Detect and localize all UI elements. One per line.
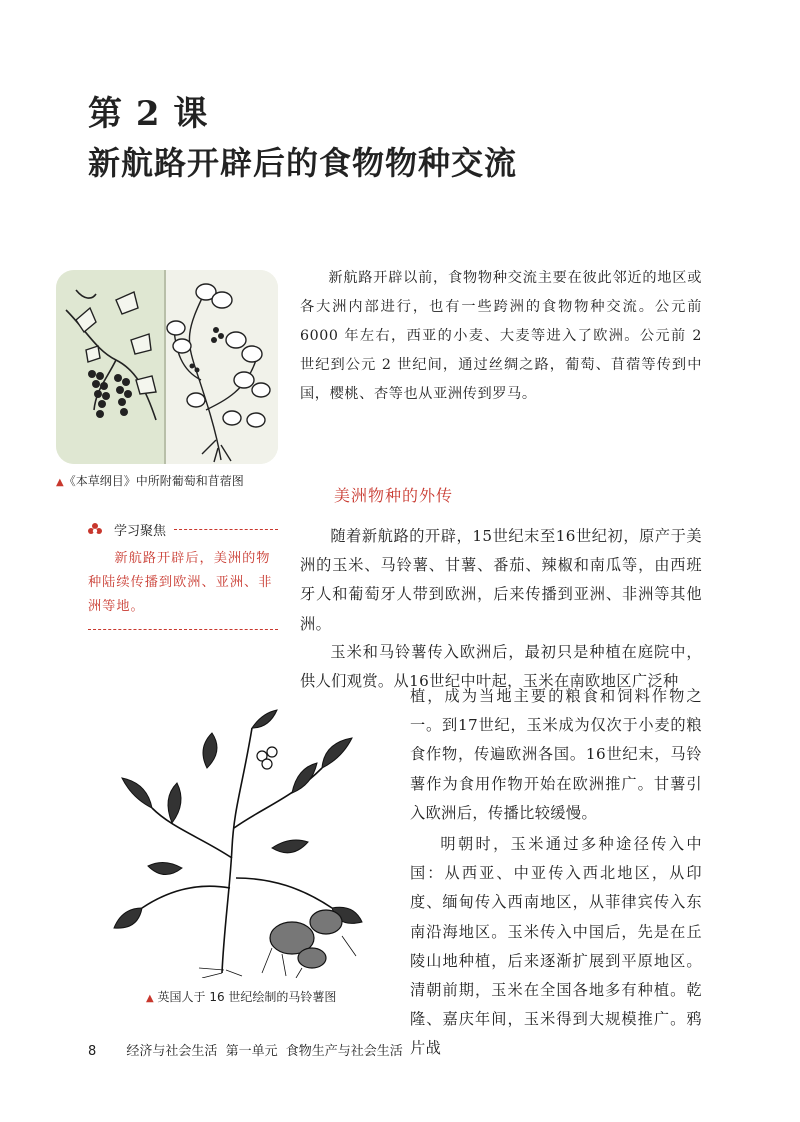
lesson-number: 第 2 课 bbox=[88, 94, 209, 134]
focus-text: 新航路开辟后，美洲的物种陆续传播到欧洲、亚洲、非洲等地。 bbox=[88, 547, 278, 630]
focus-heading: 学习聚焦 bbox=[114, 524, 167, 539]
lesson-title: 新航路开辟后的食物物种交流 bbox=[88, 144, 518, 182]
page-footer bbox=[88, 1040, 403, 1059]
page-number: 8 bbox=[88, 1044, 97, 1059]
book-title: 经济与社会生活 bbox=[126, 1044, 218, 1059]
focus-divider bbox=[174, 529, 278, 530]
paragraph-1: 随着新航路的开辟，15世纪末至16世纪初，原产于美洲的玉米、马铃薯、甘薯、番茄、辣椒和南瓜等，由西班牙人和葡萄牙人带到欧洲，后来传播到亚洲、非洲等其他洲。 bbox=[300, 527, 702, 633]
caption-marker-icon: ▲ bbox=[56, 477, 64, 488]
caption-marker-icon: ▲ bbox=[146, 993, 154, 1004]
paragraph-2-top: 玉米和马铃薯传入欧洲后，最初只是种植在庭院中，供人们观赏。从16世纪中叶起，玉米在南欧地区广泛种 bbox=[300, 643, 702, 691]
grape-alfalfa-illustration bbox=[56, 270, 278, 464]
section-heading: 美洲物种的外传 bbox=[334, 486, 454, 505]
unit-title: 食物生产与社会生活 bbox=[285, 1044, 403, 1059]
intro-paragraph: 新航路开辟以前，食物物种交流主要在彼此邻近的地区或各大洲内部进行，也有一些跨洲的食物物种交流。公元前 6000 年左右，西亚的小麦、大麦等进入了欧洲。公元前 2 世纪到公元 2 世纪间，通过丝绸之路，葡萄、苜蓿等传到中国，樱桃、杏等也从亚洲传到罗马。 bbox=[300, 270, 702, 402]
figure1-caption: ▲《本草纲目》中所附葡萄和苜蓿图 bbox=[56, 474, 244, 488]
paragraph-2-rest: 植，成为当地主要的粮食和饲料作物之一。到17世纪，玉米成为仅次于小麦的粮食作物，传遍欧洲各国。16世纪末，马铃薯作为食用作物开始在欧洲推广。甘薯引入欧洲后，传播比较缓慢。 bbox=[410, 687, 702, 822]
paragraph-3: 明朝时，玉米通过多种途径传入中国：从西亚、中亚传入西北地区，从印度、缅甸传入西南地区，从菲律宾传入东南沿海地区。玉米传入中国后，先是在丘陵山地种植，后来逐渐扩展到平原地区。清朝前期，玉米在全国各地多有种植。乾隆、嘉庆年间，玉米得到大规模推广。鸦片战 bbox=[410, 835, 702, 1058]
focus-flower-icon bbox=[88, 523, 102, 537]
learning-focus-box bbox=[88, 520, 278, 630]
unit-label: 第一单元 bbox=[225, 1044, 278, 1059]
figure2-caption: ▲ 英国人于 16 世纪绘制的马铃薯图 bbox=[146, 990, 337, 1004]
potato-plant-illustration bbox=[112, 708, 372, 978]
